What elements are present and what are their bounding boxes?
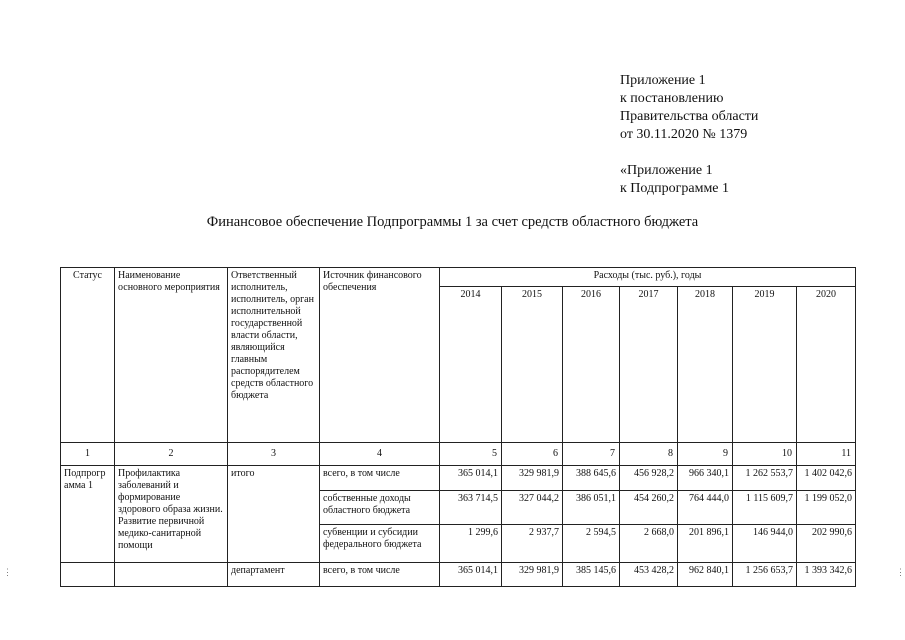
value-cell: 386 051,1 (563, 491, 620, 525)
header-year: 2015 (502, 287, 563, 443)
value-cell: 764 444,0 (678, 491, 733, 525)
header-year: 2018 (678, 287, 733, 443)
value-cell: 1 393 342,6 (797, 563, 856, 587)
table-row (61, 466, 856, 491)
value-cell: 453 428,2 (620, 563, 678, 587)
column-number: 5 (440, 443, 502, 466)
value-cell: 1 402 042,6 (797, 466, 856, 491)
source-cell: всего, в том числе (320, 466, 440, 491)
column-number: 3 (228, 443, 320, 466)
column-number: 7 (563, 443, 620, 466)
appendix-line: Правительства области (620, 109, 759, 124)
column-number: 1 (61, 443, 115, 466)
header-expenses: Расходы (тыс. руб.), годы (440, 268, 856, 287)
table-row (61, 563, 856, 587)
value-cell: 1 299,6 (440, 525, 502, 563)
value-cell: 329 981,9 (502, 466, 563, 491)
value-cell: 146 944,0 (733, 525, 797, 563)
header-year: 2020 (797, 287, 856, 443)
header-row (61, 268, 856, 287)
activity-cell: Профилактика заболеваний и формирование здорового образа жизни. Развитие первичной медико-санитарной помощи (115, 466, 228, 563)
value-cell: 365 014,1 (440, 466, 502, 491)
value-cell: 456 928,2 (620, 466, 678, 491)
value-cell: 365 014,1 (440, 563, 502, 587)
value-cell: 327 044,2 (502, 491, 563, 525)
executor-cell: департамент (228, 563, 320, 587)
header-year: 2016 (563, 287, 620, 443)
value-cell: 385 145,6 (563, 563, 620, 587)
appendix-block (620, 72, 758, 198)
column-number: 11 (797, 443, 856, 466)
appendix-line: к Подпрограмме 1 (620, 181, 730, 196)
header-executor: Ответственный исполнитель, исполнитель, орган исполнительной государственной власти области, являющийся главным распорядителем средств областного бюджета (228, 268, 320, 443)
scan-edge-mark-right: ⋮ (896, 567, 905, 577)
financing-table (60, 267, 856, 587)
column-number: 4 (320, 443, 440, 466)
status-cell: Подпрогр амма 1 (61, 466, 115, 563)
value-cell: 202 990,6 (797, 525, 856, 563)
scan-edge-mark-left: ⋮ (3, 567, 12, 577)
appendix-line: к постановлению (620, 91, 724, 106)
source-cell: собственные доходы областного бюджета (320, 491, 440, 525)
value-cell: 363 714,5 (440, 491, 502, 525)
value-cell: 454 260,2 (620, 491, 678, 525)
value-cell: 966 340,1 (678, 466, 733, 491)
source-cell: субвенции и субсидии федерального бюджета (320, 525, 440, 563)
value-cell: 2 594,5 (563, 525, 620, 563)
column-number: 8 (620, 443, 678, 466)
value-cell: 1 262 553,7 (733, 466, 797, 491)
value-cell: 201 896,1 (678, 525, 733, 563)
value-cell: 2 668,0 (620, 525, 678, 563)
column-number: 9 (678, 443, 733, 466)
header-year: 2014 (440, 287, 502, 443)
value-cell: 962 840,1 (678, 563, 733, 587)
header-activity: Наименование основного мероприятия (115, 268, 228, 443)
value-cell: 388 645,6 (563, 466, 620, 491)
header-year: 2019 (733, 287, 797, 443)
activity-cell-empty (115, 563, 228, 587)
source-cell: всего, в том числе (320, 563, 440, 587)
column-number: 6 (502, 443, 563, 466)
header-year: 2017 (620, 287, 678, 443)
column-number-row (61, 443, 856, 466)
value-cell: 1 115 609,7 (733, 491, 797, 525)
header-source: Источник финансового обеспечения (320, 268, 440, 443)
appendix-line: Приложение 1 (620, 73, 706, 88)
value-cell: 329 981,9 (502, 563, 563, 587)
column-number: 2 (115, 443, 228, 466)
value-cell: 1 256 653,7 (733, 563, 797, 587)
value-cell: 2 937,7 (502, 525, 563, 563)
column-number: 10 (733, 443, 797, 466)
executor-cell: итого (228, 466, 320, 563)
appendix-gap (620, 144, 758, 162)
status-cell-empty (61, 563, 115, 587)
header-status: Статус (61, 268, 115, 443)
appendix-line: от 30.11.2020 № 1379 (620, 127, 748, 142)
appendix-line: «Приложение 1 (620, 163, 713, 178)
value-cell: 1 199 052,0 (797, 491, 856, 525)
document-title: Финансовое обеспечение Подпрограммы 1 за счет средств областного бюджета (206, 214, 699, 230)
